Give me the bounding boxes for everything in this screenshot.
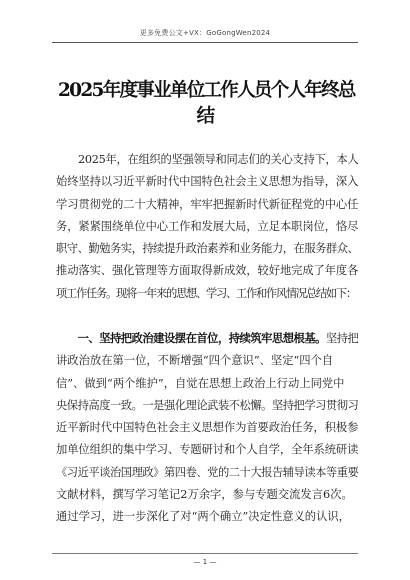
text-line: 2025年，在组织的坚强领导和同志们的关心支持下，本人 (56, 153, 359, 166)
text-line: 文献材料，撰写学习笔记2万余字，参与专题交流发言6次。 (56, 488, 353, 502)
title-line: 结 (196, 106, 216, 127)
text-line: 信”、做到“两个维护”，自觉在思想上政治上行动上同党中 (56, 376, 345, 390)
text-line: 职守、勤勉务实，持续提升政治素养和业务能力，在服务群众、 (56, 242, 359, 256)
text-run: 坚持把 (325, 332, 359, 345)
paragraph-intro (56, 149, 359, 305)
page-number: — 1 — (193, 558, 217, 566)
section-heading: 一、坚持把政治建设摆在首位，持续筑牢思想根基。 (56, 331, 326, 345)
paragraph-section-one (56, 327, 359, 529)
text-line (56, 327, 359, 350)
text-line: 推动落实、强化管理等方面取得新成效，较好地完成了年度各 (56, 264, 359, 278)
text-line: 《习近平谈治国理政》第四卷、党的二十大报告辅导读本等重要 (56, 465, 359, 479)
title-line: 2025年度事业单位工作人员个人年终总 (58, 80, 355, 101)
text-line: 项工作任务。现将一年来的思想、学习、工作和作风情况总结如下： (56, 286, 356, 300)
document-title (58, 78, 354, 130)
text-line: 讲政治放在第一位，不断增强“四个意识”、坚定“四个自 (56, 354, 334, 368)
text-line: 始终坚持以习近平新时代中国特色社会主义思想为指导，深入 (56, 175, 359, 189)
text-line: 学习贯彻党的二十大精神，牢牢把握新时代新征程党的中心任 (56, 197, 359, 211)
text-line: 通过学习，进一步深化了对“两个确立”决定性意义的认识， (56, 510, 350, 524)
header-note: 更多免费公文+VX：GoGongWen2024 (139, 29, 271, 37)
text-line: 加单位组织的集中学习、专题研讨和个人自学，全年系统研读 (56, 443, 359, 457)
text-line: 务，紧紧围绕单位中心工作和发展大局，立足本职岗位，恪尽 (56, 219, 359, 233)
footer-divider (52, 553, 358, 554)
text-line: 央保持高度一致。一是强化理论武装不松懈。坚持把学习贯彻习 (56, 398, 359, 412)
text-line: 近平新时代中国特色社会主义思想作为首要政治任务，积极参 (56, 421, 359, 435)
header-divider (52, 42, 358, 43)
